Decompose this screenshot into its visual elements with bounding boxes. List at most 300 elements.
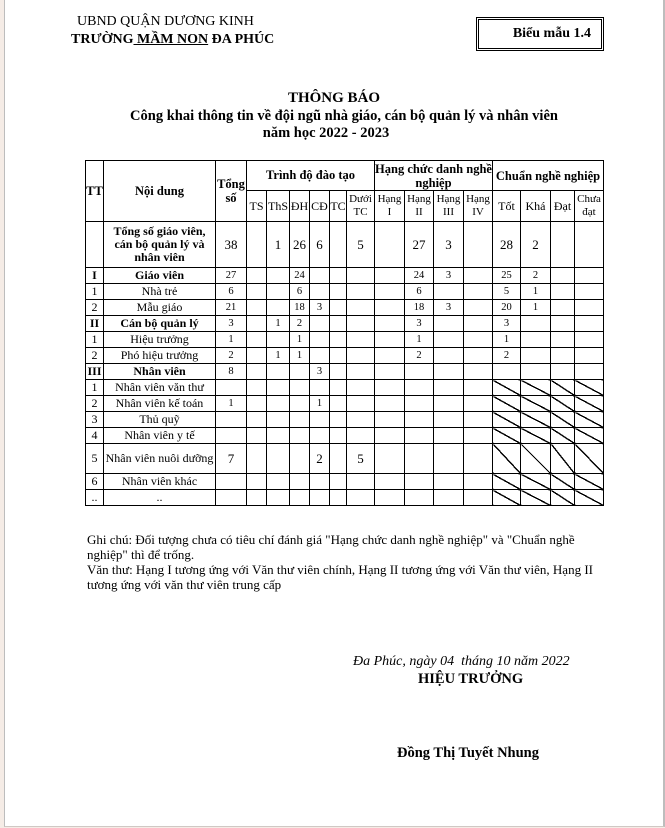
cell-h1 <box>375 474 405 490</box>
cell-kha: 1 <box>521 300 551 316</box>
cell-h2: 27 <box>405 222 434 268</box>
cell-h2 <box>405 364 434 380</box>
cell-tc <box>330 332 347 348</box>
cell-cd <box>310 332 330 348</box>
cell-chua <box>575 380 604 396</box>
table-row <box>86 474 604 490</box>
cell-h3: 3 <box>434 268 464 284</box>
note-line-1: Ghi chú: Đối tượng chưa có tiêu chí đánh giá "Hạng chức danh nghề nghiệp" và "Chuẩn nghề nghiệp" thì để trống. <box>87 532 575 562</box>
header-dat: Đạt <box>551 191 575 222</box>
cell-tt <box>86 222 104 268</box>
cell-duoi-tc <box>347 300 375 316</box>
cell-ths <box>267 268 290 284</box>
cell-h1 <box>375 300 405 316</box>
cell-content: Giáo viên <box>104 268 216 284</box>
cell-tot <box>493 444 521 474</box>
cell-h3: 3 <box>434 300 464 316</box>
cell-h2 <box>405 444 434 474</box>
cell-cd <box>310 412 330 428</box>
table-row <box>86 364 604 380</box>
cell-tt: I <box>86 268 104 284</box>
cell-dh: 24 <box>290 268 310 284</box>
cell-content: Hiệu trưởng <box>104 332 216 348</box>
table-row <box>86 268 604 284</box>
table-row <box>86 380 604 396</box>
cell-content: Tổng số giáo viên, cán bộ quản lý và nhân viên <box>104 222 216 268</box>
cell-tot <box>493 364 521 380</box>
cell-kha <box>521 428 551 444</box>
cell-dh <box>290 444 310 474</box>
cell-tt: 3 <box>86 412 104 428</box>
cell-tc <box>330 348 347 364</box>
cell-dat <box>551 396 575 412</box>
cell-dh <box>290 364 310 380</box>
cell-cd: 3 <box>310 364 330 380</box>
cell-dat <box>551 364 575 380</box>
table-row <box>86 284 604 300</box>
cell-tc <box>330 284 347 300</box>
cell-kha: 2 <box>521 222 551 268</box>
org-parent: UBND QUẬN DƯƠNG KINH <box>77 14 254 29</box>
cell-total: 7 <box>216 444 247 474</box>
cell-dh: 18 <box>290 300 310 316</box>
cell-total <box>216 474 247 490</box>
header-standard: Chuẩn nghề nghiệp <box>493 161 604 191</box>
header-tt: TT <box>86 161 104 222</box>
cell-ths <box>267 332 290 348</box>
cell-tot: 20 <box>493 300 521 316</box>
cell-duoi-tc <box>347 364 375 380</box>
cell-ths <box>267 490 290 506</box>
cell-dat <box>551 222 575 268</box>
cell-ts <box>247 364 267 380</box>
cell-ths: 1 <box>267 348 290 364</box>
cell-tt: III <box>87 364 102 378</box>
signature-role: HIỆU TRƯỞNG <box>418 671 524 687</box>
cell-h1 <box>375 348 405 364</box>
cell-dat <box>551 412 575 428</box>
cell-ths <box>267 444 290 474</box>
notice-subtitle: Công khai thông tin về đội ngũ nhà giáo, cán bộ quản lý và nhân viên <box>130 108 558 124</box>
cell-tot <box>493 380 521 396</box>
form-label: Biểu mẫu 1.4 <box>512 26 591 41</box>
cell-kha <box>521 490 551 506</box>
cell-ths <box>267 364 290 380</box>
cell-duoi-tc <box>347 380 375 396</box>
cell-dh <box>290 380 310 396</box>
header-hang-2: Hạng II <box>405 191 434 222</box>
cell-cd <box>310 284 330 300</box>
org-school-suffix: ĐA PHÚC <box>208 32 275 47</box>
cell-ts <box>247 332 267 348</box>
cell-h1 <box>375 222 405 268</box>
cell-total: 1 <box>216 396 247 412</box>
table-row <box>86 428 604 444</box>
cell-ts <box>247 428 267 444</box>
cell-dh <box>290 396 310 412</box>
cell-kha: 1 <box>521 284 551 300</box>
table-row <box>86 490 604 506</box>
cell-dh: 26 <box>290 222 310 268</box>
cell-tc <box>330 490 347 506</box>
org-school-prefix: TRƯỜNG <box>71 32 134 47</box>
cell-tot <box>493 428 521 444</box>
cell-tot: 25 <box>493 268 521 284</box>
cell-h3 <box>434 428 464 444</box>
cell-content: Nhân viên khác <box>104 474 216 490</box>
cell-kha <box>521 316 551 332</box>
cell-h2: 18 <box>405 300 434 316</box>
cell-content: Nhân viên <box>104 364 216 380</box>
header-hang-4: Hạng IV <box>464 191 493 222</box>
cell-h4 <box>464 222 493 268</box>
cell-h4 <box>464 474 493 490</box>
cell-tot: 28 <box>493 222 521 268</box>
cell-dat <box>551 348 575 364</box>
cell-tt: .. <box>86 490 104 506</box>
cell-duoi-tc <box>347 316 375 332</box>
cell-tot: 5 <box>493 284 521 300</box>
cell-dat <box>551 474 575 490</box>
cell-tc <box>330 364 347 380</box>
cell-total <box>216 380 247 396</box>
org-school <box>71 32 274 48</box>
cell-total <box>216 412 247 428</box>
cell-cd <box>310 474 330 490</box>
cell-dat <box>551 284 575 300</box>
cell-h4 <box>464 380 493 396</box>
cell-tot: 3 <box>493 316 521 332</box>
staff-table-body <box>86 222 604 506</box>
cell-chua <box>575 348 604 364</box>
cell-content: Phó hiệu trưởng <box>104 348 216 364</box>
cell-tt: 2 <box>86 300 104 316</box>
cell-tt: 1 <box>86 332 104 348</box>
cell-h3 <box>434 364 464 380</box>
cell-h3 <box>434 332 464 348</box>
cell-content: Nhà trẻ <box>104 284 216 300</box>
cell-total: 38 <box>216 222 247 268</box>
cell-ths <box>267 300 290 316</box>
header-cd: CĐ <box>310 191 330 222</box>
cell-h1 <box>375 444 405 474</box>
cell-ts <box>247 222 267 268</box>
cell-tot: 2 <box>493 348 521 364</box>
cell-duoi-tc <box>347 396 375 412</box>
note-line-2: Văn thư: Hạng I tương ứng với Văn thư viên chính, Hạng II tương ứng với Văn thư viên, Hạng II tương ứng với văn thư viên trung cấp <box>87 562 593 592</box>
table-row <box>86 444 604 474</box>
cell-h1 <box>375 268 405 284</box>
cell-h2 <box>405 396 434 412</box>
cell-total: 1 <box>216 332 247 348</box>
cell-tc <box>330 268 347 284</box>
cell-ths <box>267 412 290 428</box>
cell-ts <box>247 396 267 412</box>
cell-h1 <box>375 316 405 332</box>
cell-h2: 1 <box>405 332 434 348</box>
table-row <box>86 316 604 332</box>
cell-h2 <box>405 474 434 490</box>
cell-ths <box>267 474 290 490</box>
cell-cd <box>310 380 330 396</box>
cell-h4 <box>464 412 493 428</box>
cell-h3 <box>434 348 464 364</box>
cell-h3 <box>434 444 464 474</box>
cell-kha <box>521 474 551 490</box>
cell-duoi-tc <box>347 428 375 444</box>
table-row <box>86 396 604 412</box>
cell-h3 <box>434 490 464 506</box>
cell-h2: 2 <box>405 348 434 364</box>
cell-dh <box>290 490 310 506</box>
cell-chua <box>575 490 604 506</box>
cell-h4 <box>464 268 493 284</box>
cell-dh <box>290 412 310 428</box>
cell-h1 <box>375 428 405 444</box>
cell-duoi-tc <box>347 268 375 284</box>
cell-kha <box>521 332 551 348</box>
cell-content: Mẫu giáo <box>104 300 216 316</box>
cell-tt: 6 <box>86 474 104 490</box>
cell-dat <box>551 268 575 284</box>
cell-h1 <box>375 284 405 300</box>
cell-h2 <box>405 380 434 396</box>
signature-place-date: Đa Phúc, ngày 04 tháng 10 năm 2022 <box>353 654 570 669</box>
cell-h4 <box>464 284 493 300</box>
cell-total <box>216 428 247 444</box>
cell-dat <box>551 380 575 396</box>
cell-ts <box>247 284 267 300</box>
cell-cd: 2 <box>310 444 330 474</box>
cell-h4 <box>464 490 493 506</box>
cell-tot <box>493 412 521 428</box>
cell-h4 <box>464 444 493 474</box>
cell-tc <box>330 428 347 444</box>
cell-tot <box>493 474 521 490</box>
signature-name: Đồng Thị Tuyết Nhung <box>397 745 539 761</box>
cell-chua <box>575 316 604 332</box>
cell-tt: 4 <box>86 428 104 444</box>
cell-ths: 1 <box>267 222 290 268</box>
cell-content: .. <box>104 490 216 506</box>
notice-title: THÔNG BÁO <box>287 90 381 106</box>
header-ths: ThS <box>267 191 290 222</box>
cell-h1 <box>375 380 405 396</box>
cell-dh: 1 <box>290 332 310 348</box>
cell-h4 <box>464 332 493 348</box>
header-ts: TS <box>247 191 267 222</box>
notice-year: năm học 2022 - 2023 <box>262 125 390 141</box>
cell-cd <box>310 428 330 444</box>
cell-tt: II <box>86 316 104 332</box>
header-duoi-tc: Dưới TC <box>347 191 375 222</box>
document-page <box>4 0 665 827</box>
cell-duoi-tc <box>347 412 375 428</box>
cell-content: Nhân viên kế toán <box>104 396 216 412</box>
cell-duoi-tc: 5 <box>347 444 375 474</box>
cell-content: Nhân viên nuôi dưỡng <box>104 444 216 474</box>
cell-kha <box>521 364 551 380</box>
header-total: Tổng số <box>216 161 247 222</box>
cell-tc <box>330 222 347 268</box>
cell-ts <box>247 348 267 364</box>
cell-total: 3 <box>216 316 247 332</box>
cell-chua <box>575 284 604 300</box>
cell-dat <box>551 444 575 474</box>
table-row <box>86 412 604 428</box>
cell-duoi-tc <box>347 332 375 348</box>
cell-ts <box>247 412 267 428</box>
header-tot: Tốt <box>493 191 521 222</box>
cell-ths: 1 <box>267 316 290 332</box>
cell-h1 <box>375 412 405 428</box>
cell-chua <box>575 332 604 348</box>
header-rank: Hạng chức danh nghề nghiệp <box>375 161 492 190</box>
cell-kha <box>521 348 551 364</box>
cell-tot <box>493 490 521 506</box>
cell-h1 <box>375 490 405 506</box>
cell-h3: 3 <box>434 222 464 268</box>
staff-table <box>85 160 604 506</box>
table-row <box>86 348 604 364</box>
cell-h2 <box>405 412 434 428</box>
header-hang-1: Hạng I <box>375 191 405 222</box>
header-kha: Khá <box>521 191 551 222</box>
cell-tc <box>330 396 347 412</box>
cell-h2 <box>405 490 434 506</box>
cell-tt: 5 <box>86 444 104 474</box>
cell-tc <box>330 412 347 428</box>
cell-h1 <box>375 364 405 380</box>
cell-total: 27 <box>216 268 247 284</box>
cell-tt: 1 <box>86 284 104 300</box>
header-tc: TC <box>330 191 347 222</box>
header-dh: ĐH <box>290 191 310 222</box>
cell-duoi-tc <box>347 284 375 300</box>
cell-content: Cán bộ quản lý <box>104 316 216 332</box>
cell-h3 <box>434 316 464 332</box>
cell-tc <box>330 316 347 332</box>
cell-chua <box>575 396 604 412</box>
cell-dat <box>551 300 575 316</box>
cell-cd: 3 <box>310 300 330 316</box>
notes <box>87 532 607 592</box>
cell-total: 8 <box>216 364 247 380</box>
cell-tc <box>330 380 347 396</box>
cell-dat <box>551 316 575 332</box>
cell-ts <box>247 474 267 490</box>
cell-duoi-tc: 5 <box>347 222 375 268</box>
cell-total <box>216 490 247 506</box>
cell-ts <box>247 268 267 284</box>
cell-cd <box>310 490 330 506</box>
cell-content: Thủ quỹ <box>104 412 216 428</box>
cell-dh: 2 <box>290 316 310 332</box>
cell-h3 <box>434 412 464 428</box>
cell-h4 <box>464 348 493 364</box>
cell-chua <box>575 428 604 444</box>
cell-ts <box>247 490 267 506</box>
cell-h1 <box>375 332 405 348</box>
cell-tt: 1 <box>86 380 104 396</box>
header-content: Nội dung <box>104 161 216 222</box>
cell-duoi-tc <box>347 348 375 364</box>
cell-chua <box>575 444 604 474</box>
cell-cd <box>310 348 330 364</box>
cell-h2: 6 <box>405 284 434 300</box>
cell-ts <box>247 300 267 316</box>
org-school-underlined: MẦM NON <box>133 32 209 47</box>
cell-duoi-tc <box>347 474 375 490</box>
cell-tc <box>330 300 347 316</box>
cell-ths <box>267 380 290 396</box>
cell-kha <box>521 380 551 396</box>
cell-tc <box>330 474 347 490</box>
cell-tot: 1 <box>493 332 521 348</box>
cell-kha <box>521 412 551 428</box>
cell-h1 <box>375 396 405 412</box>
cell-ths <box>267 396 290 412</box>
cell-total: 21 <box>216 300 247 316</box>
cell-ts <box>247 444 267 474</box>
cell-dh <box>290 474 310 490</box>
cell-ths <box>267 428 290 444</box>
cell-ths <box>267 284 290 300</box>
cell-ts <box>247 316 267 332</box>
cell-tc <box>330 444 347 474</box>
cell-duoi-tc <box>347 490 375 506</box>
cell-tot <box>493 396 521 412</box>
cell-chua <box>575 300 604 316</box>
cell-total: 6 <box>216 284 247 300</box>
cell-h4 <box>464 300 493 316</box>
cell-chua <box>575 364 604 380</box>
cell-dat <box>551 332 575 348</box>
cell-cd <box>310 268 330 284</box>
cell-h2 <box>405 428 434 444</box>
cell-h3 <box>434 474 464 490</box>
table-row <box>86 300 604 316</box>
cell-h4 <box>464 316 493 332</box>
cell-chua <box>575 222 604 268</box>
cell-h4 <box>464 396 493 412</box>
cell-dat <box>551 490 575 506</box>
cell-cd: 6 <box>310 222 330 268</box>
cell-h4 <box>464 364 493 380</box>
cell-chua <box>575 268 604 284</box>
cell-h2: 3 <box>405 316 434 332</box>
cell-h3 <box>434 380 464 396</box>
cell-ts <box>247 380 267 396</box>
cell-dh: 6 <box>290 284 310 300</box>
cell-dh <box>290 428 310 444</box>
cell-tt: 2 <box>86 348 104 364</box>
cell-kha <box>521 396 551 412</box>
cell-kha <box>521 444 551 474</box>
cell-content: Nhân viên văn thư <box>104 380 216 396</box>
cell-chua <box>575 412 604 428</box>
cell-content: Nhân viên y tế <box>104 428 216 444</box>
cell-chua <box>575 474 604 490</box>
header-hang-3: Hạng III <box>434 191 464 222</box>
form-label-box <box>476 17 604 51</box>
cell-h4 <box>464 428 493 444</box>
cell-h3 <box>434 284 464 300</box>
cell-tt: 2 <box>86 396 104 412</box>
cell-total: 2 <box>216 348 247 364</box>
table-row <box>86 222 604 268</box>
cell-kha: 2 <box>521 268 551 284</box>
